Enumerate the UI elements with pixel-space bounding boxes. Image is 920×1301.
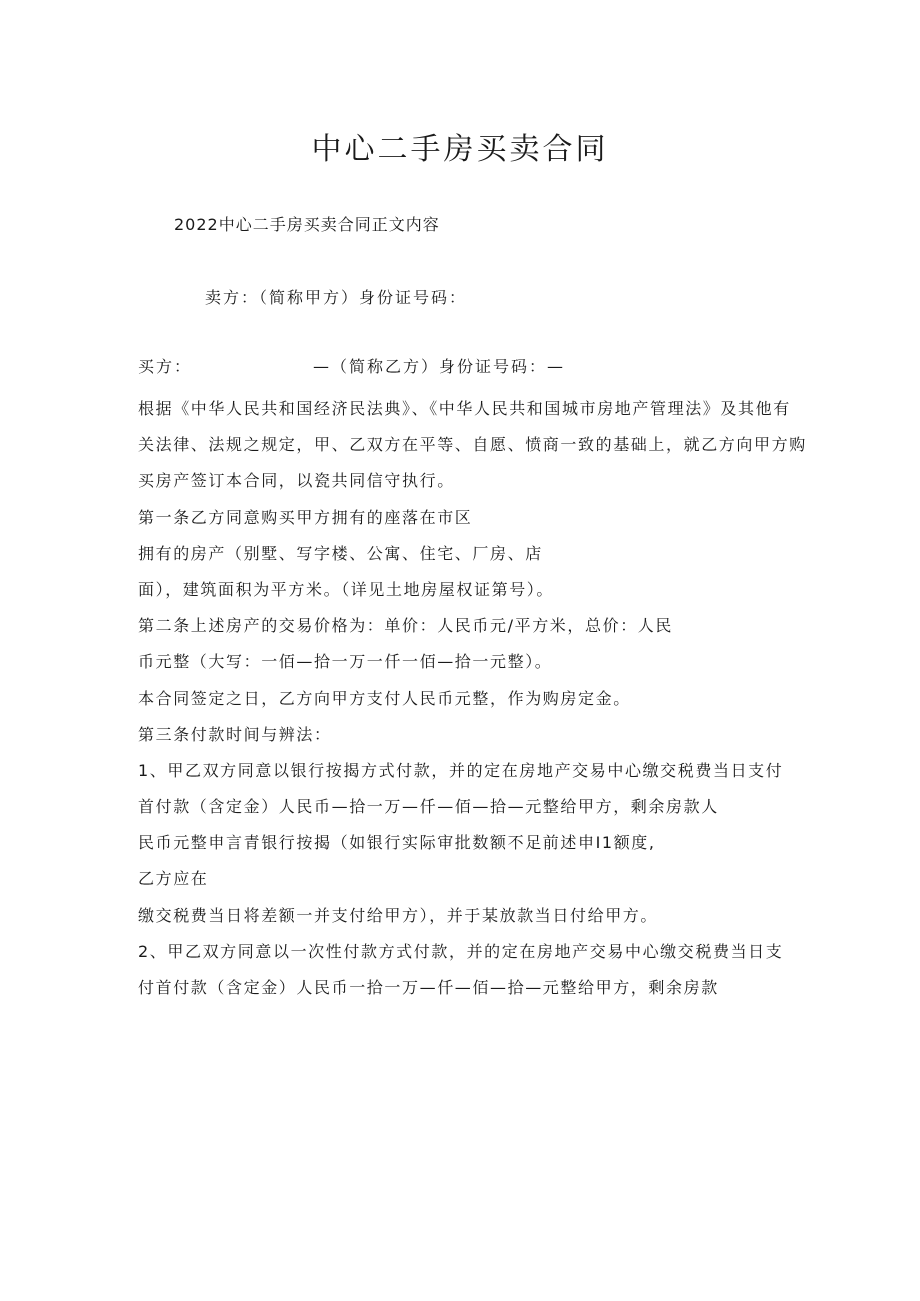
document-subtitle: 2022中心二手房买卖合同正文内容 [174, 215, 440, 234]
body-line: 关法律、法规之规定，甲、乙双方在平等、自愿、愤商一致的基础上，就乙方向甲方购 [138, 435, 807, 455]
body-line: 2、甲乙双方同意以一次性付款方式付款，并的定在房地产交易中心缴交税费当日支 [138, 941, 784, 961]
body-line: 本合同签定之日，乙方向甲方支付人民币元整，作为购房定金。 [138, 688, 631, 708]
body-line: 民币元整申言青银行按揭（如银行实际审批数额不足前述申I1额度, [138, 833, 656, 853]
body-line: 缴交税费当日将差额一并支付给甲方），并于某放款当日付给甲方。 [138, 905, 659, 925]
document-title: 中心二手房买卖合同 [311, 132, 609, 167]
body-line: 第一条乙方同意购买甲方拥有的座落在市区 [138, 507, 473, 527]
body-line: 面），建筑面积为平方米。（详见土地房屋权证第号）。 [138, 579, 555, 599]
body-line: 买房产签订本合同，以瓷共同信守执行。 [138, 471, 455, 491]
contract-body [138, 391, 807, 1006]
buyer-label: 买方： [138, 357, 193, 376]
body-line: 拥有的房产（别墅、写字楼、公寓、住宅、厂房、店 [138, 543, 543, 563]
body-line: 付首付款（含定金）人民币一拾一万—仟—佰—拾—元整给甲方，剩余房款 [138, 978, 719, 997]
body-line: 乙方应在 [138, 869, 209, 889]
body-line: 币元整（大写：一佰—拾一万一仟一佰—拾一元整）。 [138, 652, 553, 672]
body-line: 1、甲乙双方同意以银行按揭方式付款，并的定在房地产交易中心缴交税费当日支付 [138, 760, 784, 780]
body-line: 首付款（含定金）人民币—拾一万—仟—佰—拾—元整给甲方，剩余房款人 [138, 797, 719, 817]
buyer-id-text: —（简称乙方）身份证号码：— [313, 357, 566, 376]
body-line: 第三条付款时间与辨法： [138, 724, 332, 744]
body-line: 根据《中华人民共和国经济民法典》、《中华人民共和国城市房地产管理法》及其他有 [138, 399, 791, 418]
seller-line: 卖方：（简称甲方）身份证号码： [205, 288, 468, 307]
body-line: 第二条上述房产的交易价格为：单价：人民币元/平方米，总价：人民 [138, 616, 673, 636]
